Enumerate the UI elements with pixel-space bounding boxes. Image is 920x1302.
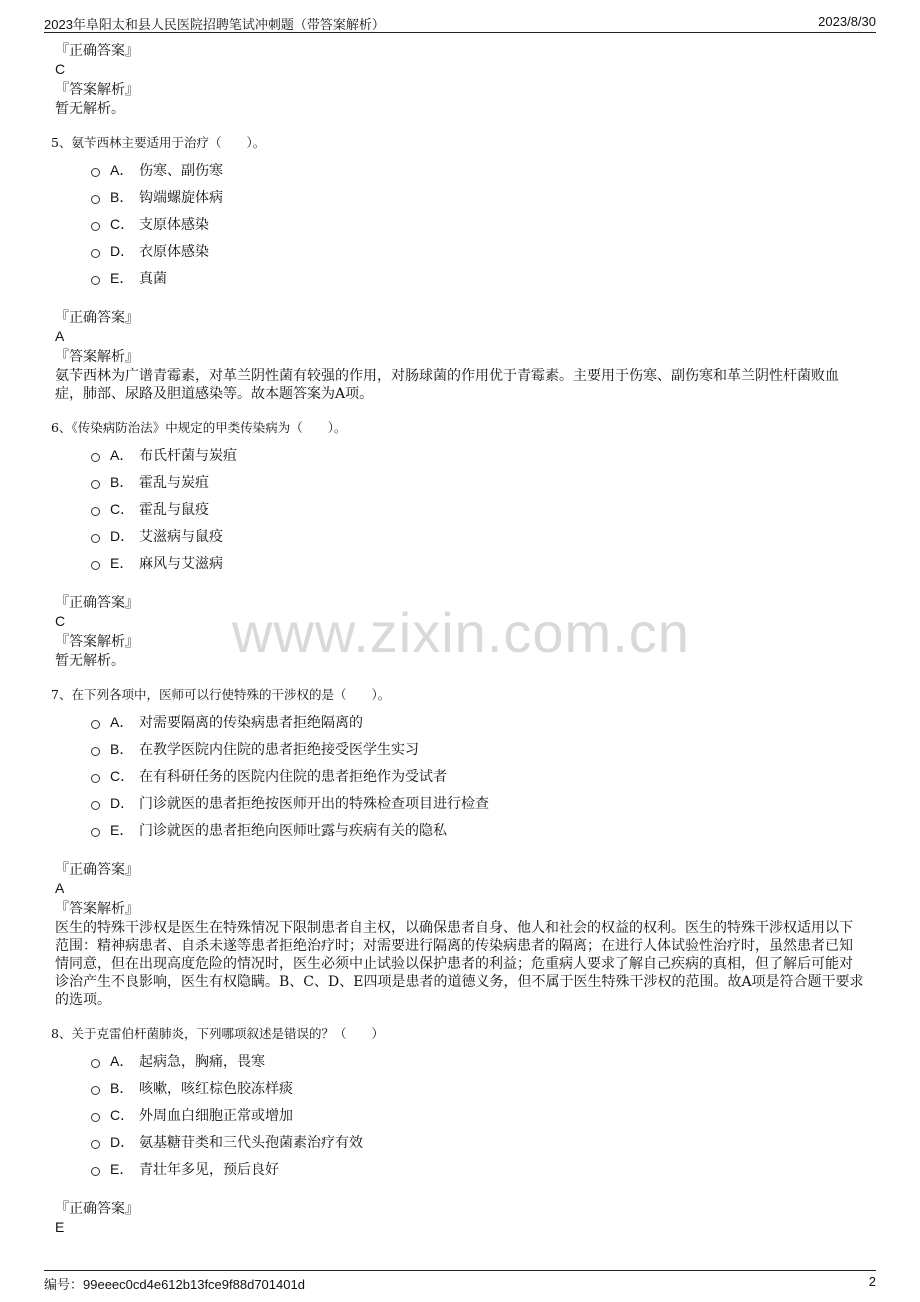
radio-icon[interactable]	[91, 276, 100, 285]
radio-icon[interactable]	[91, 1140, 100, 1149]
option-b[interactable]: B． 钩端螺旋体病	[91, 183, 865, 210]
option-c[interactable]: C． 霍乱与鼠疫	[91, 495, 865, 522]
radio-icon[interactable]	[91, 1167, 100, 1176]
option-b[interactable]: B． 在教学医院内住院的患者拒绝接受医学生实习	[91, 735, 865, 762]
option-text: 布氏杆菌与炭疽	[139, 447, 237, 464]
radio-icon[interactable]	[91, 1113, 100, 1122]
radio-icon[interactable]	[91, 801, 100, 810]
option-text: 艾滋病与鼠疫	[139, 528, 223, 545]
option-d[interactable]: D． 艾滋病与鼠疫	[91, 522, 865, 549]
correct-answer: A	[55, 880, 65, 896]
correct-answer-label: 『正确答案』	[55, 862, 139, 878]
radio-icon[interactable]	[91, 720, 100, 729]
correct-answer-label: 『正确答案』	[55, 43, 139, 59]
options-list	[91, 1047, 865, 1182]
radio-icon[interactable]	[91, 453, 100, 462]
correct-answer-label: 『正确答案』	[55, 595, 139, 611]
option-text: 在教学医院内住院的患者拒绝接受医学生实习	[139, 741, 419, 758]
option-e[interactable]: E． 麻风与艾滋病	[91, 549, 865, 576]
option-a[interactable]: A． 伤寒、副伤寒	[91, 156, 865, 183]
question-block	[51, 1025, 865, 1236]
option-c[interactable]: C． 外周血白细胞正常或增加	[91, 1101, 865, 1128]
analysis-text: 氨苄西林为广谱青霉素，对革兰阴性菌有较强的作用，对肠球菌的作用优于青霉素。主要用于伤寒、副伤寒和革兰阴性杆菌败血症，肺部、尿路及胆道感染等。故本题答案为A项。	[55, 368, 839, 402]
question-stem: 7、在下列各项中，医师可以行使特殊的干涉权的是（ ）。	[51, 687, 391, 702]
option-d[interactable]: D． 衣原体感染	[91, 237, 865, 264]
option-text: 麻风与艾滋病	[139, 555, 223, 572]
options-list	[91, 156, 865, 291]
option-text: 在有科研任务的医院内住院的患者拒绝作为受试者	[139, 768, 447, 785]
option-text: 伤寒、副伤寒	[139, 162, 223, 179]
page-content	[51, 42, 865, 1239]
option-text: 霍乱与炭疽	[139, 474, 209, 491]
radio-icon[interactable]	[91, 480, 100, 489]
document-code: 编号：99eeec0cd4e612b13fce9f88d701401d	[44, 1277, 305, 1292]
option-a[interactable]: A． 对需要隔离的传染病患者拒绝隔离的	[91, 708, 865, 735]
analysis-text: 暂无解析。	[55, 101, 125, 117]
watermark: www.zixin.com.cn	[232, 601, 690, 664]
radio-icon[interactable]	[91, 222, 100, 231]
option-text: 对需要隔离的传染病患者拒绝隔离的	[139, 714, 363, 731]
page-header	[44, 12, 876, 33]
option-text: 霍乱与鼠疫	[139, 501, 209, 518]
answer-block	[55, 42, 865, 118]
option-text: 真菌	[139, 270, 167, 287]
question-block	[51, 686, 865, 1009]
question-block	[51, 419, 865, 670]
document-date: 2023/8/30	[818, 14, 876, 29]
option-c[interactable]: C． 支原体感染	[91, 210, 865, 237]
option-text: 钩端螺旋体病	[139, 189, 223, 206]
option-b[interactable]: B． 霍乱与炭疽	[91, 468, 865, 495]
options-list	[91, 441, 865, 576]
option-text: 青壮年多见，预后良好	[139, 1161, 279, 1178]
question-block	[51, 134, 865, 403]
radio-icon[interactable]	[91, 1059, 100, 1068]
analysis-text: 暂无解析。	[55, 653, 125, 669]
radio-icon[interactable]	[91, 561, 100, 570]
radio-icon[interactable]	[91, 195, 100, 204]
question-stem: 5、氨苄西林主要适用于治疗（ ）。	[51, 135, 266, 150]
radio-icon[interactable]	[91, 168, 100, 177]
page-number: 2	[868, 1274, 876, 1289]
radio-icon[interactable]	[91, 747, 100, 756]
radio-icon[interactable]	[91, 828, 100, 837]
option-e[interactable]: E． 青壮年多见，预后良好	[91, 1155, 865, 1182]
option-b[interactable]: B． 咳嗽，咳红棕色胶冻样痰	[91, 1074, 865, 1101]
option-text: 氨基糖苷类和三代头孢菌素治疗有效	[139, 1134, 363, 1151]
option-a[interactable]: A． 布氏杆菌与炭疽	[91, 441, 865, 468]
option-text: 咳嗽，咳红棕色胶冻样痰	[139, 1080, 293, 1097]
correct-answer: A	[55, 328, 65, 344]
correct-answer: E	[55, 1219, 65, 1235]
correct-answer: C	[55, 613, 66, 629]
option-a[interactable]: A． 起病急，胸痛，畏寒	[91, 1047, 865, 1074]
options-list	[91, 708, 865, 843]
option-text: 起病急，胸痛，畏寒	[139, 1053, 265, 1070]
analysis-label: 『答案解析』	[55, 901, 139, 917]
option-c[interactable]: C． 在有科研任务的医院内住院的患者拒绝作为受试者	[91, 762, 865, 789]
correct-answer-label: 『正确答案』	[55, 1201, 139, 1217]
analysis-text: 医生的特殊干涉权是医生在特殊情况下限制患者自主权，以确保患者自身、他人和社会的权益的权利。医生的特殊干涉权适用以下范围：精神病患者、自杀未遂等患者拒绝治疗时；对需要进行隔离的传染病患者的隔离；在进行人体试验性治疗时，虽然患者已知情同意，但在出现高度危险的情况时，医生必须中止试验以保护患者的利益；危重病人要求了解自己疾病的真相，但了解后可能对诊治产生不良影响，医生有权隐瞒。B、C、D、E四项是患者的道德义务，但不属于医生特殊干涉权的范围。故A项是符合题干要求的选项。	[55, 920, 864, 1008]
page-footer	[44, 1270, 876, 1291]
radio-icon[interactable]	[91, 1086, 100, 1095]
question-stem: 6、《传染病防治法》中规定的甲类传染病为（ ）。	[51, 420, 347, 435]
option-d[interactable]: D． 门诊就医的患者拒绝按医师开出的特殊检查项目进行检查	[91, 789, 865, 816]
option-e[interactable]: E． 真菌	[91, 264, 865, 291]
option-text: 衣原体感染	[139, 243, 209, 260]
option-e[interactable]: E． 门诊就医的患者拒绝向医师吐露与疾病有关的隐私	[91, 816, 865, 843]
analysis-label: 『答案解析』	[55, 634, 139, 650]
option-text: 门诊就医的患者拒绝按医师开出的特殊检查项目进行检查	[139, 795, 489, 812]
radio-icon[interactable]	[91, 249, 100, 258]
radio-icon[interactable]	[91, 534, 100, 543]
option-text: 外周血白细胞正常或增加	[139, 1107, 293, 1124]
question-stem: 8、关于克雷伯杆菌肺炎，下列哪项叙述是错误的？（ ）	[51, 1026, 384, 1041]
option-d[interactable]: D． 氨基糖苷类和三代头孢菌素治疗有效	[91, 1128, 865, 1155]
correct-answer: C	[55, 61, 66, 77]
correct-answer-label: 『正确答案』	[55, 310, 139, 326]
document-title: 2023年阜阳太和县人民医院招聘笔试冲刺题（带答案解析）	[44, 17, 385, 32]
analysis-label: 『答案解析』	[55, 82, 139, 98]
option-text: 支原体感染	[139, 216, 209, 233]
analysis-label: 『答案解析』	[55, 349, 139, 365]
radio-icon[interactable]	[91, 774, 100, 783]
option-text: 门诊就医的患者拒绝向医师吐露与疾病有关的隐私	[139, 822, 447, 839]
radio-icon[interactable]	[91, 507, 100, 516]
